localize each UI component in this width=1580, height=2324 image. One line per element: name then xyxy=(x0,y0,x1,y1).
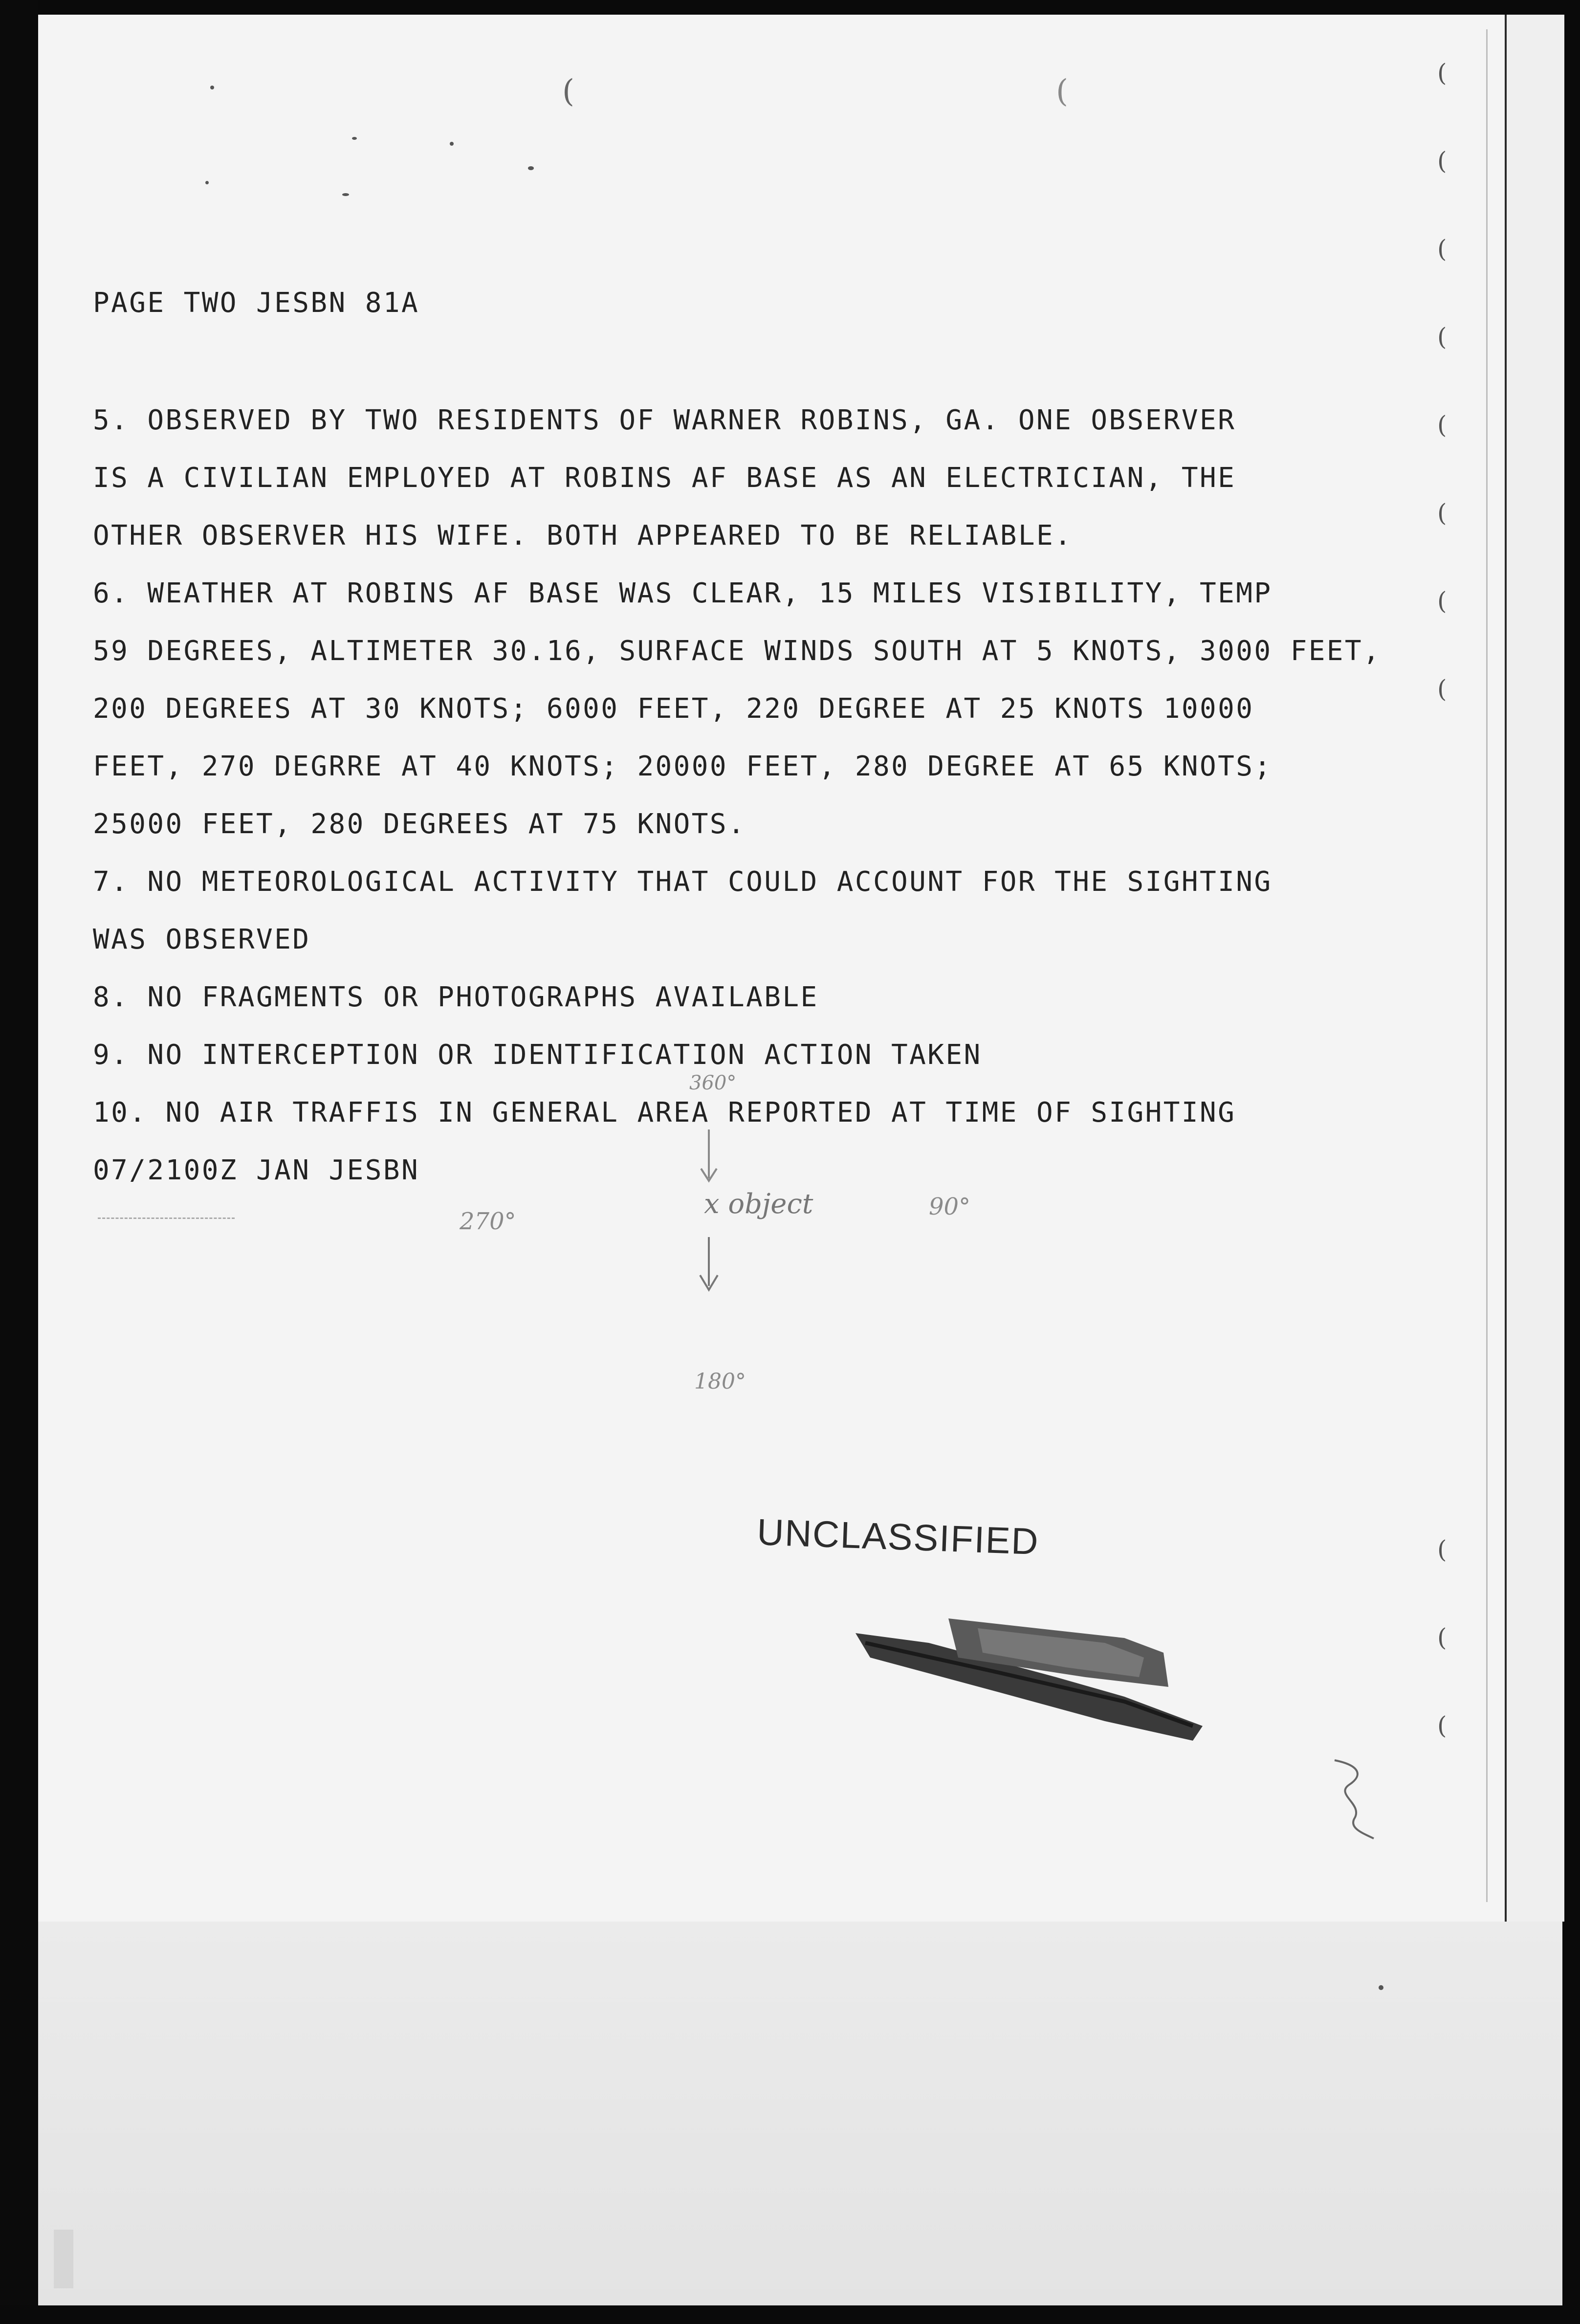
dust-speck xyxy=(1379,1985,1383,1990)
dust-speck xyxy=(210,86,214,89)
binder-mark: ( xyxy=(562,73,574,110)
text-line: 10. NO AIR TRAFFIS IN GENERAL AREA REPORTED AT TIME OF SIGHTING xyxy=(93,1097,1236,1129)
binder-mark: ( xyxy=(1056,73,1068,110)
text-line: 7. NO METEOROLOGICAL ACTIVITY THAT COULD ACCOUNT FOR THE SIGHTING xyxy=(93,866,1273,898)
binder-mark: ( xyxy=(1437,59,1447,87)
text-line: 8. NO FRAGMENTS OR PHOTOGRAPHS AVAILABLE xyxy=(93,981,819,1013)
binder-mark: ( xyxy=(1437,1711,1447,1740)
dust-speck xyxy=(205,181,209,184)
binder-mark: ( xyxy=(1437,147,1447,175)
redaction-smudge xyxy=(851,1604,1212,1750)
compass-east-label: 90° xyxy=(929,1193,971,1220)
binder-mark: ( xyxy=(1437,323,1447,351)
page-header: PAGE TWO JESBN 81A xyxy=(93,287,420,319)
compass-north-label: 360° xyxy=(689,1072,737,1094)
dust-speck xyxy=(352,137,357,140)
text-line: 25000 FEET, 280 DEGREES AT 75 KNOTS. xyxy=(93,808,746,840)
binder-mark: ( xyxy=(1437,587,1447,615)
scan-border-bottom xyxy=(0,2305,1580,2324)
faint-dashes xyxy=(98,1217,235,1219)
object-label: x object xyxy=(704,1188,813,1220)
dust-speck xyxy=(528,166,534,170)
text-line: 59 DEGREES, ALTIMETER 30.16, SURFACE WINDS SOUTH AT 5 KNOTS, 3000 FEET, xyxy=(93,635,1382,667)
binder-mark: ( xyxy=(1437,675,1447,703)
binder-mark: ( xyxy=(1437,1623,1447,1652)
scan-border-top xyxy=(0,0,1580,15)
text-line: OTHER OBSERVER HIS WIFE. BOTH APPEARED TO BE RELIABLE. xyxy=(93,520,1073,552)
compass-south-label: 180° xyxy=(694,1369,746,1394)
compass-arrow-down-icon xyxy=(694,1232,724,1296)
binder-mark: ( xyxy=(1437,499,1447,527)
faint-mark xyxy=(54,2230,73,2288)
text-line: 5. OBSERVED BY TWO RESIDENTS OF WARNER ROBINS, GA. ONE OBSERVER xyxy=(93,404,1236,436)
text-line: 200 DEGREES AT 30 KNOTS; 6000 FEET, 220 DEGREE AT 25 KNOTS 10000 xyxy=(93,693,1254,725)
binder-line xyxy=(1486,29,1488,1902)
scan-border-right xyxy=(1562,0,1580,2324)
binder-mark: ( xyxy=(1437,411,1447,439)
compass-west-label: 270° xyxy=(460,1208,516,1235)
text-line: IS A CIVILIAN EMPLOYED AT ROBINS AF BASE AS AN ELECTRICIAN, THE xyxy=(93,462,1236,494)
binder-mark: ( xyxy=(1437,235,1447,263)
text-line: WAS OBSERVED xyxy=(93,924,311,955)
initials-scribble xyxy=(1320,1755,1388,1843)
dust-speck xyxy=(450,142,454,146)
binder-mark: ( xyxy=(1437,1535,1447,1564)
scan-border-left xyxy=(0,0,38,2324)
text-line: FEET, 270 DEGRRE AT 40 KNOTS; 20000 FEET, 280 DEGREE AT 65 KNOTS; xyxy=(93,751,1273,782)
text-line: 9. NO INTERCEPTION OR IDENTIFICATION ACTION TAKEN xyxy=(93,1039,982,1071)
dust-speck xyxy=(342,193,349,196)
classification-stamp: UNCLASSIFIED xyxy=(756,1511,1040,1563)
paper-lower-area xyxy=(38,1922,1562,2305)
text-line: 07/2100Z JAN JESBN xyxy=(93,1154,420,1186)
binder-strip xyxy=(1505,15,1564,1922)
text-line: 6. WEATHER AT ROBINS AF BASE WAS CLEAR, 15 MILES VISIBILITY, TEMP xyxy=(93,577,1273,609)
